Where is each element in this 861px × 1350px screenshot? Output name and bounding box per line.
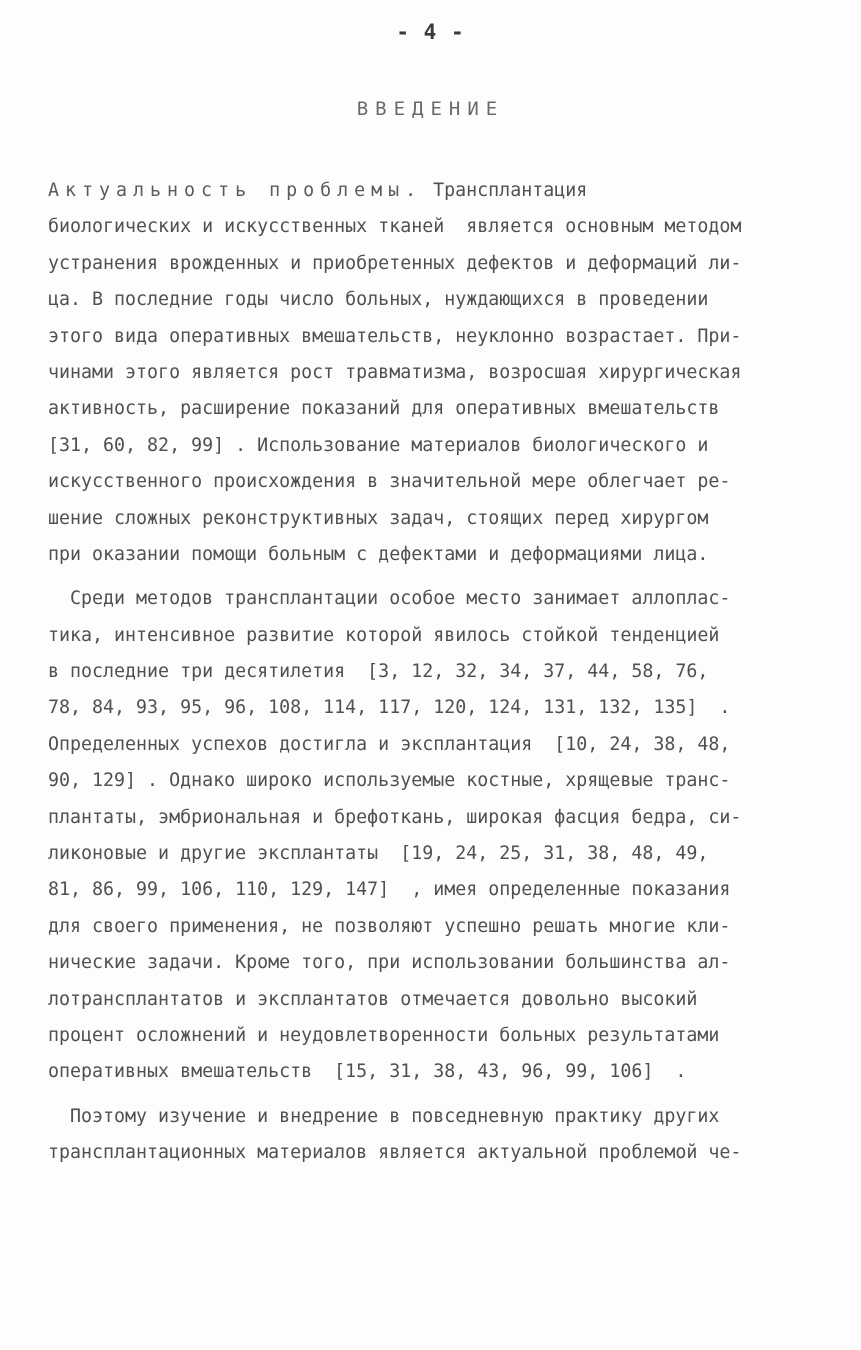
text-line: плантаты, эмбриональная и брефоткань, широкая фасция бедра, си- [48,806,742,828]
text-line: в последние три десятилетия [3, 12, 32, 34, 37, 44, 58, 76, [48,661,709,683]
text-line: активность, расширение показаний для оперативных вмешательств [48,398,720,420]
text-line: нические задачи. Кроме того, при использовании большинства ал- [48,952,731,974]
text-line: Поэтому изучение и внедрение в повседневную практику других [48,1105,720,1127]
text-line: ликоновые и другие эксплантаты [19, 24, 25, 31, 38, 48, 49, [48,843,709,865]
text-line: Актуальность проблемы. Трансплантация [48,180,588,201]
text-line: оперативных вмешательств [15, 31, 38, 43, 96, 99, 106] . [48,1061,687,1083]
text-line: чинами этого является рост травматизма, возросшая хирургическая [48,361,742,383]
text-line: при оказании помощи больным с дефектами и деформациями лица. [48,543,709,565]
text-line: 81, 86, 99, 106, 110, 129, 147] , имея определенные показания [48,879,731,901]
text-line: ца. В последние годы число больных, нуждающихся в проведении [48,289,709,311]
text-line: Определенных успехов достигла и эксплантация [10, 24, 38, 48, [48,733,731,755]
text-line: [31, 60, 82, 99] . Использование материалов биологического и [48,434,709,456]
text-line: для своего применения, не позволяют успешно решать многие кли- [48,915,731,937]
text-line: 78, 84, 93, 95, 96, 108, 114, 117, 120, 124, 131, 132, 135] . [48,697,731,719]
body-text [48,173,828,1172]
text-line: лотрансплантатов и эксплантатов отмечается довольно высокий [48,988,698,1010]
text-line: тика, интенсивное развитие которой явилось стойкой тенденцией [48,624,720,646]
text-line: Среди методов трансплантации особое место занимает аллоплас- [48,588,731,610]
text-line: шение сложных реконструктивных задач, стоящих перед хирургом [48,507,709,529]
text-line: искусственного происхождения в значительной мере облегчает ре- [48,471,731,493]
text-line: 90, 129] . Однако широко используемые костные, хрящевые транс- [48,770,731,792]
text-line: этого вида оперативных вмешательств, неуклонно возрастает. При- [48,325,742,347]
section-heading: ВВЕДЕНИЕ [356,98,505,120]
text-line: устранения врожденных и приобретенных дефектов и деформаций ли- [48,252,742,274]
text-line: процент осложнений и неудовлетворенности больных результатами [48,1024,720,1046]
text-line: трансплантационных материалов является актуальной проблемой че- [48,1142,742,1164]
text-line: биологических и искусственных тканей является основным методом [48,216,742,238]
page-number: - 4 - [396,20,465,44]
lead-phrase: Актуальность проблемы. [48,180,423,201]
